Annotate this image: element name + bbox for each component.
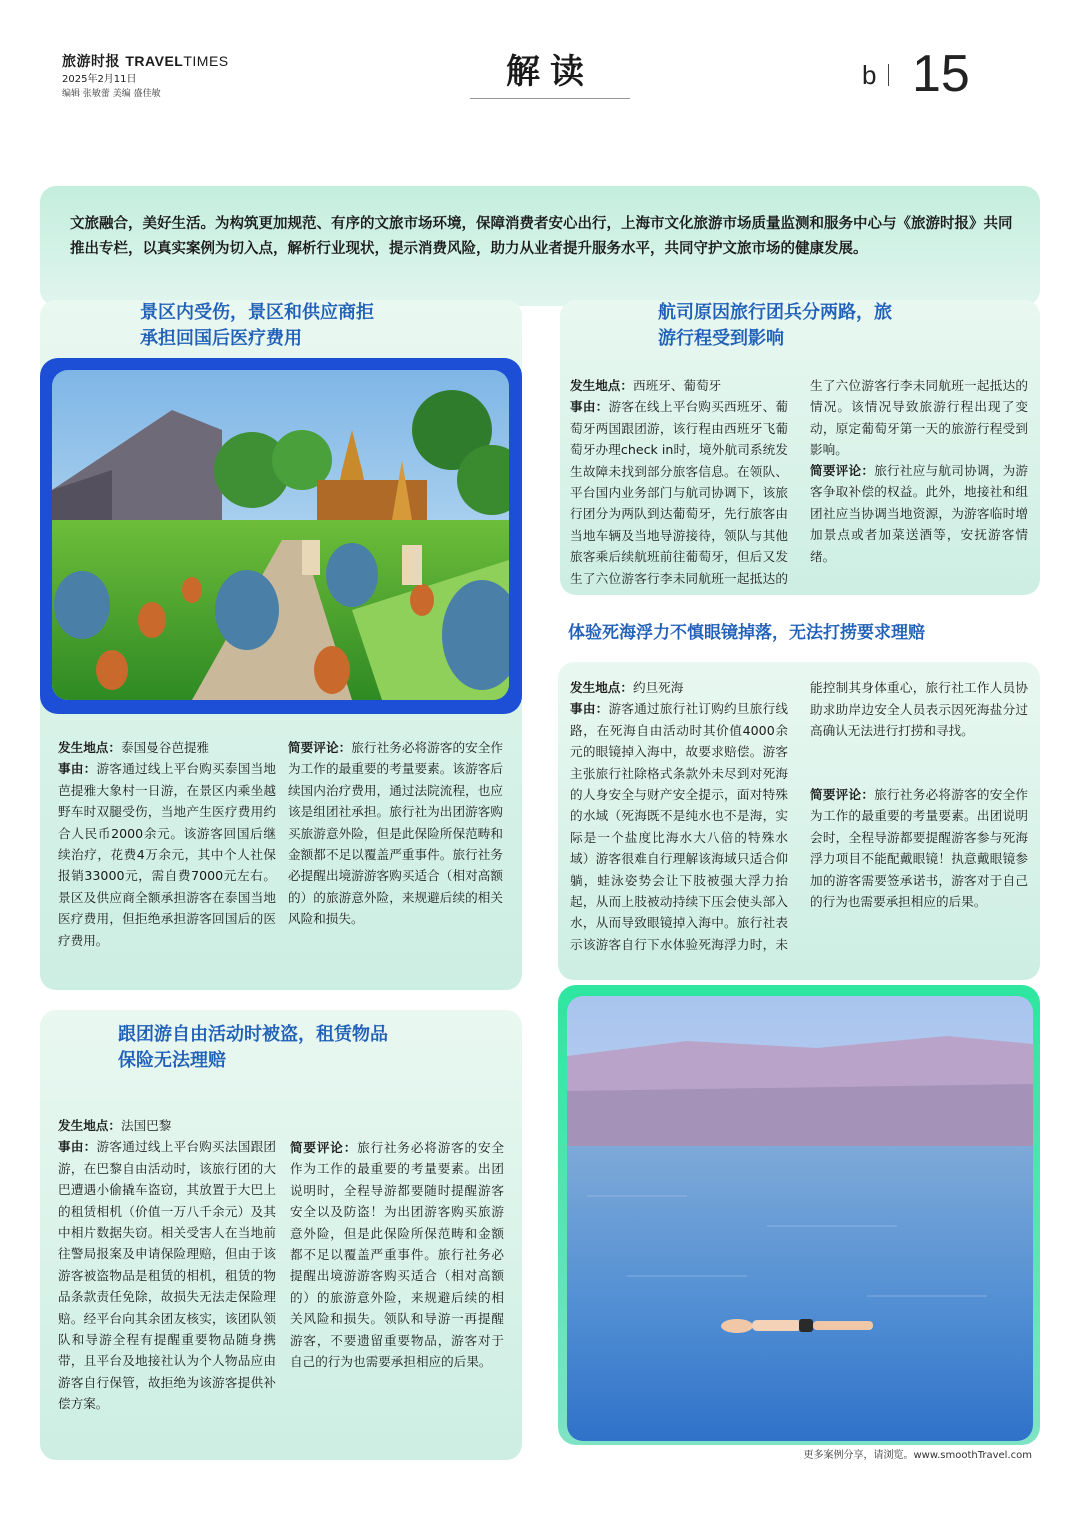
case2-comment-text: 简要评论：旅行社应与航司协调，为游客争取补偿的权益。此外，地接社和组团社应当协调当地资源，为游客临时增加景点或者加菜送酒等，安抚游客情绪。 (810, 463, 1029, 564)
masthead (62, 51, 229, 71)
case2-comment: 生了六位游客行李未同航班一起抵达的情况。该情况导致旅游行程出现了变动，原定葡萄牙第一天的旅游行程受到影响。 (810, 378, 1028, 458)
editor-credit: 编辑 张敏蕾 美编 盛佳敏 (62, 89, 161, 99)
edition-separator (888, 64, 889, 86)
case4-comment: 简要评论：旅行社务必将游客的安全作为工作的最重要的考量要素。出团说明时，全程导游都要随时提醒游客安全以及防盗！为出团游客购买旅游意外险，但是此保险所保范畴和金额都不足以覆盖严重事件。旅行社务必提醒出境游游客购买适合（相对高额的）的旅游意外险，来规避后续的相关风险和损失。领队和导游一再提醒游客，不要遗留重要物品，游客对于自己的行为也需要承担相应的后果。 (290, 1140, 505, 1370)
case1-comment: 简要评论：旅行社务必将游客的安全作为工作的最重要的考量要素。该游客后续国内治疗费用，通过法院流程，也应该是组团社承担。旅行社为出团游客购买旅游意外险，但是此保险所保范畴和金额都不足以覆盖严重事件。旅行社务必提醒出境游游客购买适合（相对高额的）的旅游意外险，来规避后续的相关风险和损失。 (288, 740, 504, 927)
case3-comment: 能控制其身体重心，旅行社工作人员协助求助岸边安全人员表示因死海盐分过高确认无法进行打捞和寻找。 (810, 680, 1028, 738)
page-number: 15 (912, 45, 970, 103)
case3-comment-text: 简要评论：旅行社务必将游客的安全作为工作的最重要的考量要素。出团说明会时，全程导游都要提醒游客参与死海浮力项目不能配戴眼镜！执意戴眼镜参加的游客需要签承诺书，游客对于自己的行为也需要承担相应的后果。 (810, 787, 1029, 910)
masthead-cn: 旅游时报 (62, 54, 120, 70)
case2-facts: 发生地点：西班牙、葡萄牙 事由：游客在线上平台购买西班牙、葡萄牙两国跟团游，该行程由西班牙飞葡萄牙办理check in时，境外航司系统发生故障未找到部分旅客信息。在领队、平台国内业务部门与航司协调下，该旅行团分为两队到达葡萄牙，先行旅客由当地车辆及当地导游接待，领队与其他旅客乘后续航班前往葡萄牙，但后又发生了六位游客行李未同航班一起抵达的 (570, 378, 788, 586)
case1-title: 景区内受伤，景区和供应商拒 承担回国后医疗费用 (140, 302, 374, 349)
section-underline (470, 98, 630, 99)
edition-letter: b (862, 60, 877, 90)
masthead-en-bold: TRAVEL (125, 53, 184, 69)
dead-sea-photo (567, 996, 1033, 1441)
garden-photo (52, 370, 509, 700)
case4-facts: 发生地点：法国巴黎 事由：游客通过线上平台购买法国跟团游，在巴黎自由活动时，该旅行团的大巴遭遇小偷撬车盗窃，其放置于大巴上的租赁相机（价值一万八千余元）及其中相片数据失窃。相关受害人在当地前往警局报案及申请保险理赔，但由于该游客被盗物品是租赁的相机，租赁的物品条款责任免除，故损失无法走保险理赔。经平台向其余团友核实，该团队领队和导游全程有提醒重要物品随身携带，且平台及地接社认为个人物品应由游客自行保管，故拒绝为该游客提供补偿方案。 (58, 1118, 276, 1412)
case3-title: 体验死海浮力不慎眼镜掉落，无法打捞要求理赔 (568, 623, 925, 643)
section-title: 解读 (506, 52, 594, 92)
case4-title: 跟团游自由活动时被盗，租赁物品 保险无法理赔 (118, 1024, 388, 1071)
intro-text: 文旅融合，美好生活。为构筑更加规范、有序的文旅市场环境，保障消费者安心出行，上海市文化旅游市场质量监测和服务中心与《旅游时报》共同推出专栏，以真实案例为切入点，解析行业现状，提示消费风险，助力从业者提升服务水平，共同守护文旅市场的健康发展。 (70, 216, 1013, 257)
case2-title: 航司原因旅行团兵分两路，旅 游行程受到影响 (658, 302, 892, 349)
case3-facts: 发生地点：约旦死海 事由：游客通过旅行社订购约旦旅行线路，在死海自由活动时其价值4000余元的眼镜掉入海中，故要求赔偿。游客主张旅行社除格式条款外未尽到对死海的人身安全与财产安全提示，面对特殊的水域（死海既不是纯水也不是海，实际是一个盐度比海水大八倍的特殊水域）游客很难自行理解该海域只适合仰躺，蛙泳姿势会让下肢被强大浮力抬起，从而上肢被动持续下压会使头部入水，从而导致眼镜掉入海中。旅行社表示该游客自行下水体验死海浮力时，未 (570, 680, 788, 952)
footer-note: 更多案例分享，请浏览。www.smoothTravel.com (803, 1450, 1032, 1461)
case1-facts: 发生地点：泰国曼谷芭提雅 事由：游客通过线上平台购买泰国当地芭提雅大象村一日游，在景区内乘坐越野车时双腿受伤，当地产生医疗费用约合人民币2000余元。该游客回国后继续治疗，花费4万余元，其中个人社保报销33000元，需自费7000元左右。景区及供应商全额承担游客在泰国当地医疗费用，但拒绝承担游客回国后的医疗费用。 (58, 740, 277, 948)
masthead-en: TIMES (183, 53, 229, 69)
case4-event-continued (290, 1115, 504, 1136)
issue-date: 2025年2月11日 (62, 74, 137, 85)
